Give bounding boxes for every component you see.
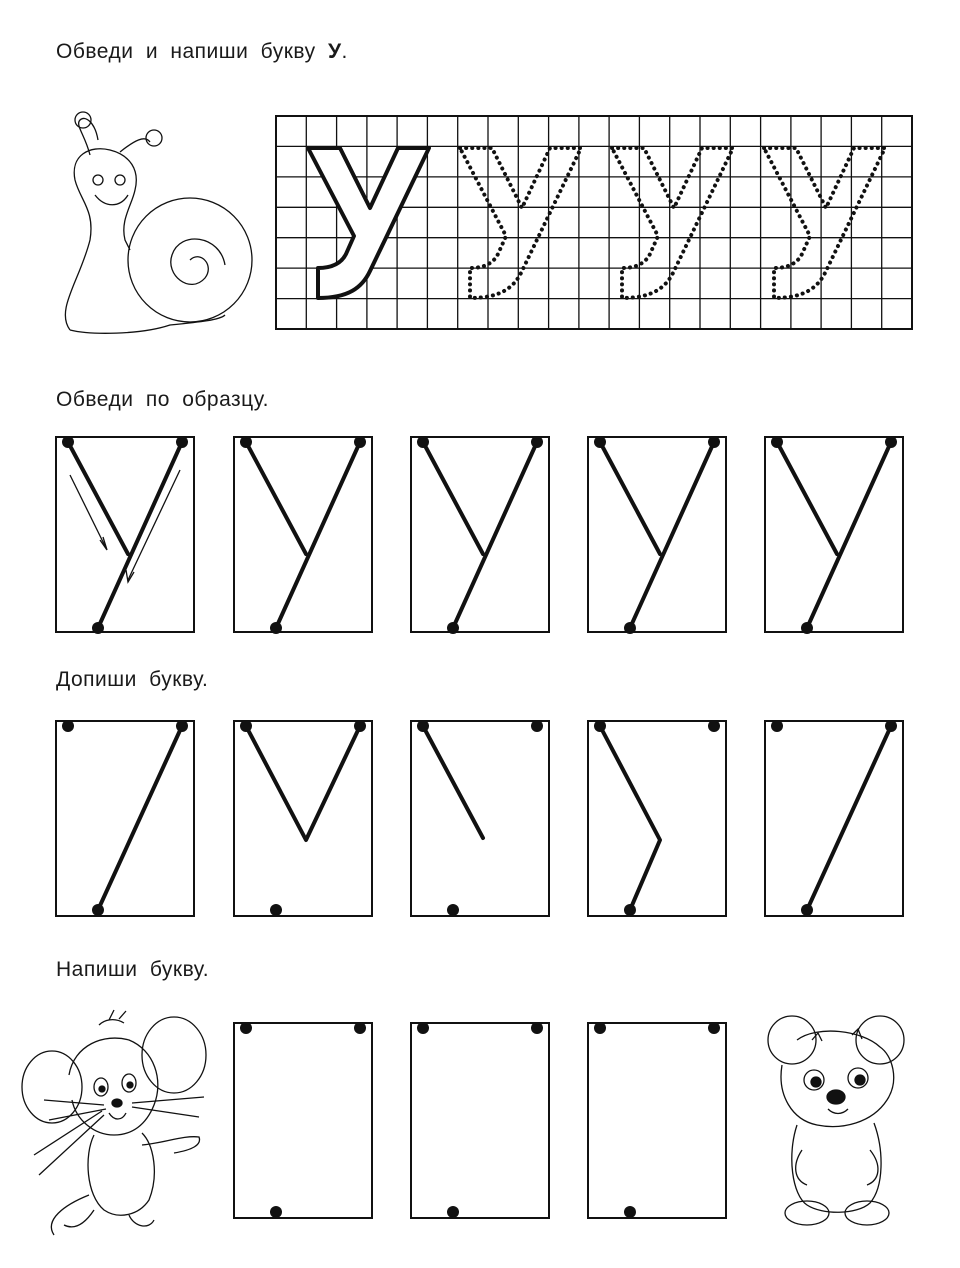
heading-text: Обведи и напиши букву bbox=[56, 40, 316, 63]
sample-box-4[interactable] bbox=[588, 436, 726, 634]
sample-box-2[interactable] bbox=[234, 436, 372, 634]
complete-box-1[interactable] bbox=[56, 720, 194, 916]
sample-box-1[interactable] bbox=[56, 436, 194, 634]
write-box-3[interactable] bbox=[588, 1022, 726, 1218]
snail-illustration bbox=[50, 110, 250, 350]
heading-trace-and-write bbox=[56, 40, 348, 64]
write-box-1[interactable] bbox=[234, 1022, 372, 1218]
heading-letter: У bbox=[327, 40, 342, 63]
complete-box-5[interactable] bbox=[765, 720, 903, 916]
sample-box-3[interactable] bbox=[411, 436, 549, 634]
bear-illustration bbox=[762, 1005, 912, 1230]
sample-row bbox=[0, 430, 960, 640]
heading-punct: . bbox=[341, 40, 348, 63]
heading-write-letter: Напиши букву. bbox=[56, 958, 210, 981]
complete-box-2[interactable] bbox=[234, 720, 372, 916]
letter-tracing-grid[interactable] bbox=[276, 116, 913, 330]
complete-box-4[interactable] bbox=[588, 720, 726, 916]
heading-trace-by-sample: Обведи по образцу. bbox=[56, 388, 269, 411]
sample-box-5[interactable] bbox=[765, 436, 903, 634]
heading-complete-letter: Допиши букву. bbox=[56, 668, 209, 691]
write-box-2[interactable] bbox=[411, 1022, 549, 1218]
complete-row bbox=[0, 714, 960, 924]
complete-box-3[interactable] bbox=[411, 720, 549, 916]
